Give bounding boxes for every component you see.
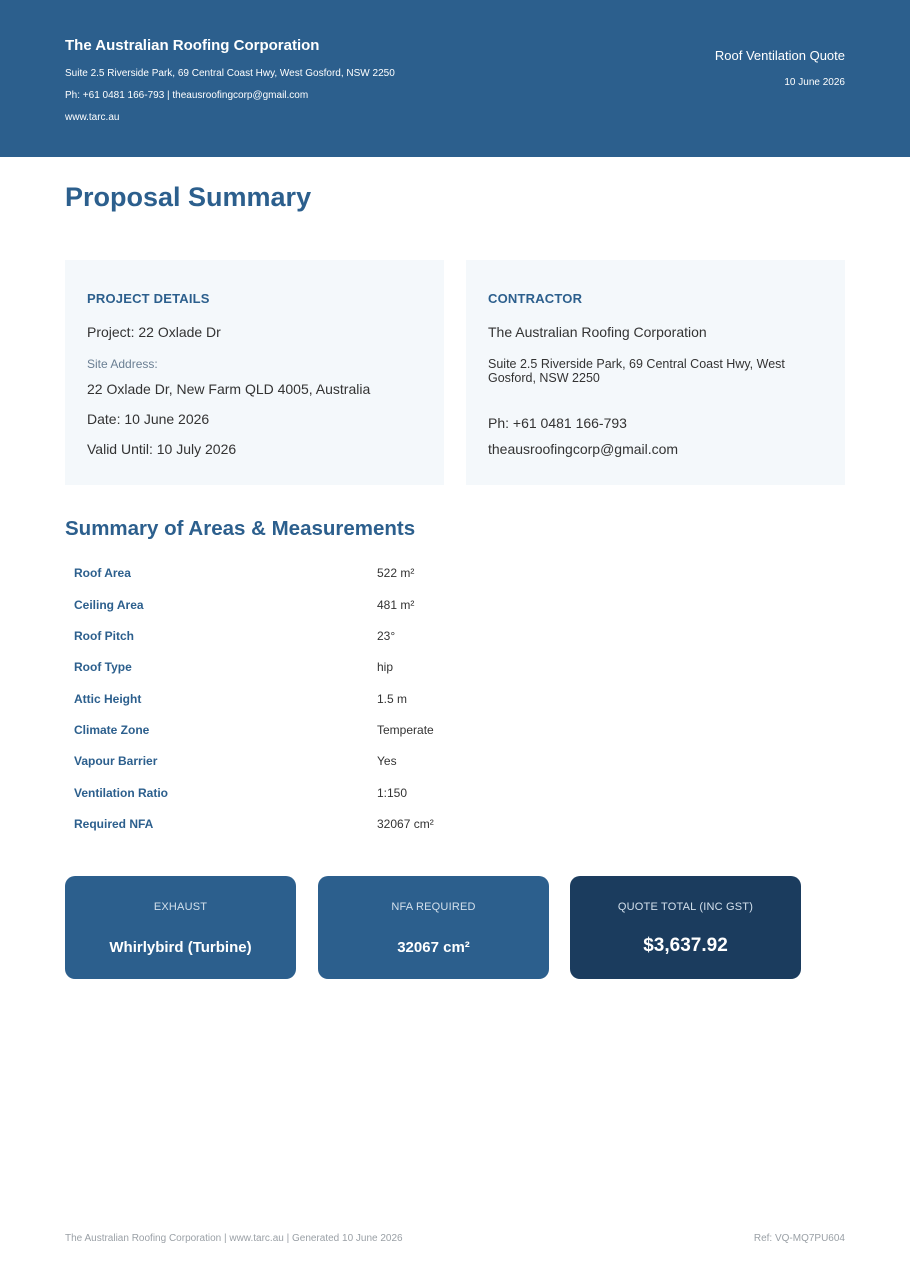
valid-until: Valid Until: 10 July 2026 xyxy=(87,441,237,457)
row-label: Attic Height xyxy=(74,692,142,706)
exhaust-value: Whirlybird (Turbine) xyxy=(109,939,252,956)
row-value: 522 m² xyxy=(377,566,415,580)
company-contact: Ph: +61 0481 166-793 | theausroofingcorp@gmail.com xyxy=(65,90,309,101)
row-value: 32067 cm² xyxy=(377,817,434,831)
footer-reference: Ref: VQ-MQ7PU604 xyxy=(753,1233,845,1244)
company-address: Suite 2.5 Riverside Park, 69 Central Coast Hwy, West Gosford, NSW 2250 xyxy=(65,68,395,79)
document-title: Roof Ventilation Quote xyxy=(714,48,845,63)
row-value: Temperate xyxy=(377,723,434,737)
row-label: Roof Type xyxy=(74,660,132,674)
table-row xyxy=(65,598,845,618)
nfa-required-label: NFA REQUIRED xyxy=(391,901,476,913)
nfa-required-card xyxy=(318,876,549,979)
table-row xyxy=(65,754,845,774)
page-header xyxy=(0,0,910,157)
company-name: The Australian Roofing Corporation xyxy=(65,37,320,54)
company-website: www.tarc.au xyxy=(65,112,120,123)
row-value: Yes xyxy=(377,754,397,768)
contractor-address: Suite 2.5 Riverside Park, 69 Central Coast Hwy, West Gosford, NSW 2250 xyxy=(488,357,785,385)
site-address-label: Site Address: xyxy=(87,357,158,371)
table-row xyxy=(65,786,845,806)
row-value: hip xyxy=(377,660,394,674)
measurements-title: Summary of Areas & Measurements xyxy=(65,517,416,540)
quote-total-value: $3,637.92 xyxy=(643,935,728,956)
row-label: Ventilation Ratio xyxy=(74,786,169,800)
quote-total-card xyxy=(570,876,801,979)
project-details-card xyxy=(65,260,444,485)
table-row xyxy=(65,692,845,712)
exhaust-card xyxy=(65,876,296,979)
quote-total-label: QUOTE TOTAL (INC GST) xyxy=(617,901,754,913)
contractor-name: The Australian Roofing Corporation xyxy=(488,324,707,340)
table-row xyxy=(65,629,845,649)
contractor-heading: CONTRACTOR xyxy=(488,291,583,306)
row-label: Roof Pitch xyxy=(74,629,134,643)
table-row xyxy=(65,660,845,680)
site-address: 22 Oxlade Dr, New Farm QLD 4005, Australia xyxy=(87,381,371,397)
nfa-required-value: 32067 cm² xyxy=(397,939,470,956)
row-label: Required NFA xyxy=(74,817,154,831)
row-value: 481 m² xyxy=(377,598,415,612)
row-label: Vapour Barrier xyxy=(74,754,158,768)
document-date: 10 June 2026 xyxy=(784,77,845,88)
row-label: Ceiling Area xyxy=(74,598,144,612)
row-label: Roof Area xyxy=(74,566,131,580)
table-row xyxy=(65,817,845,837)
contractor-card xyxy=(466,260,845,485)
contractor-phone: Ph: +61 0481 166-793 xyxy=(488,415,627,431)
project-name: Project: 22 Oxlade Dr xyxy=(87,324,221,340)
project-details-heading: PROJECT DETAILS xyxy=(87,291,210,306)
row-value: 1.5 m xyxy=(377,692,408,706)
row-value: 23° xyxy=(377,629,396,643)
row-label: Climate Zone xyxy=(74,723,150,737)
page-title: Proposal Summary xyxy=(65,182,312,212)
footer-text: The Australian Roofing Corporation | www.tarc.au | Generated 10 June 2026 xyxy=(65,1233,403,1244)
table-row xyxy=(65,723,845,743)
exhaust-label: EXHAUST xyxy=(153,901,208,913)
table-row xyxy=(65,566,845,586)
project-date: Date: 10 June 2026 xyxy=(87,411,210,427)
row-value: 1:150 xyxy=(377,786,408,800)
contractor-email: theausroofingcorp@gmail.com xyxy=(488,441,679,457)
